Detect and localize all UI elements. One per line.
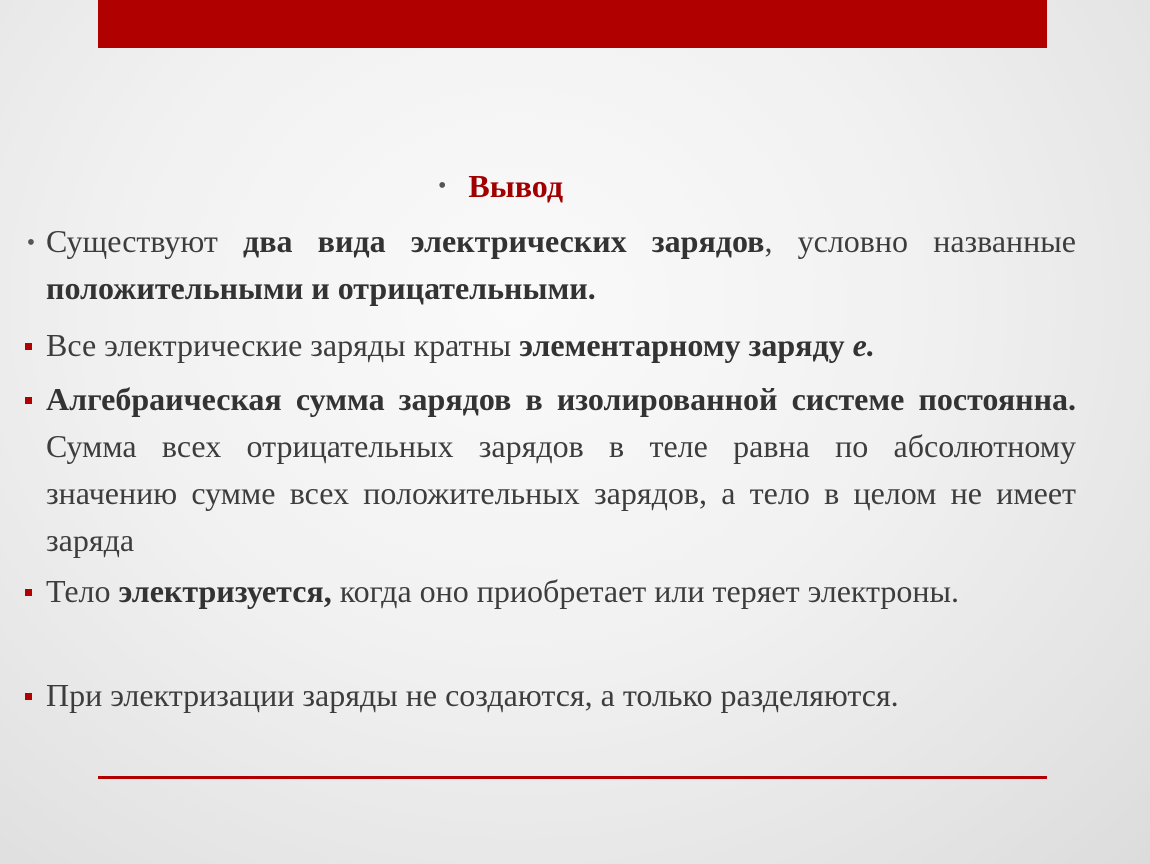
bold-segment: Алгебраическая сумма зарядов в изолированной системе постоянна. [46, 381, 1076, 417]
list-item-charge-separation [16, 672, 1076, 719]
bottom-divider [98, 776, 1047, 779]
bold-segment: положительными и отрицательными. [46, 270, 596, 306]
dot-bullet-icon: • [26, 230, 36, 256]
list-item-electrification [16, 568, 1076, 615]
heading-bullet: • [438, 173, 447, 199]
bold-segment: два вида электрических зарядов [243, 223, 765, 259]
text-segment: Существуют [46, 223, 244, 259]
text-segment: Все электрические заряды кратны [46, 327, 520, 363]
list-item-charge-conservation [16, 376, 1076, 564]
bold-segment: элементарному заряду [519, 327, 853, 363]
bold-segment: электризуется, [118, 573, 332, 609]
list-item-text [46, 218, 1076, 312]
text-segment: Тело [46, 573, 119, 609]
square-bullet-icon [16, 568, 46, 596]
list-item-text [46, 568, 959, 615]
square-bullet-icon [16, 322, 46, 350]
slide-heading [438, 166, 563, 206]
heading-title: Вывод [468, 168, 564, 204]
top-accent-bar [98, 0, 1047, 48]
square-bullet-icon [16, 672, 46, 700]
text-segment: При электризации заряды не создаются, а только разделяются. [46, 677, 899, 713]
list-item-text [46, 672, 899, 719]
list-item-text [46, 322, 875, 369]
text-segment: Сумма всех отрицательных зарядов в теле равна по абсолютному значению сумме всех положительных зарядов, а тело в целом не имеет заряда [46, 428, 1076, 558]
text-segment: когда оно приобретает или теряет электроны. [331, 573, 960, 609]
list-item-two-kinds-of-charges [16, 218, 1076, 312]
list-item-text [46, 376, 1076, 564]
text-segment: , условно названные [764, 223, 1077, 259]
list-item-elementary-charge [16, 322, 1076, 369]
bold-italic-segment: е. [852, 327, 875, 363]
square-bullet-icon [16, 376, 46, 404]
